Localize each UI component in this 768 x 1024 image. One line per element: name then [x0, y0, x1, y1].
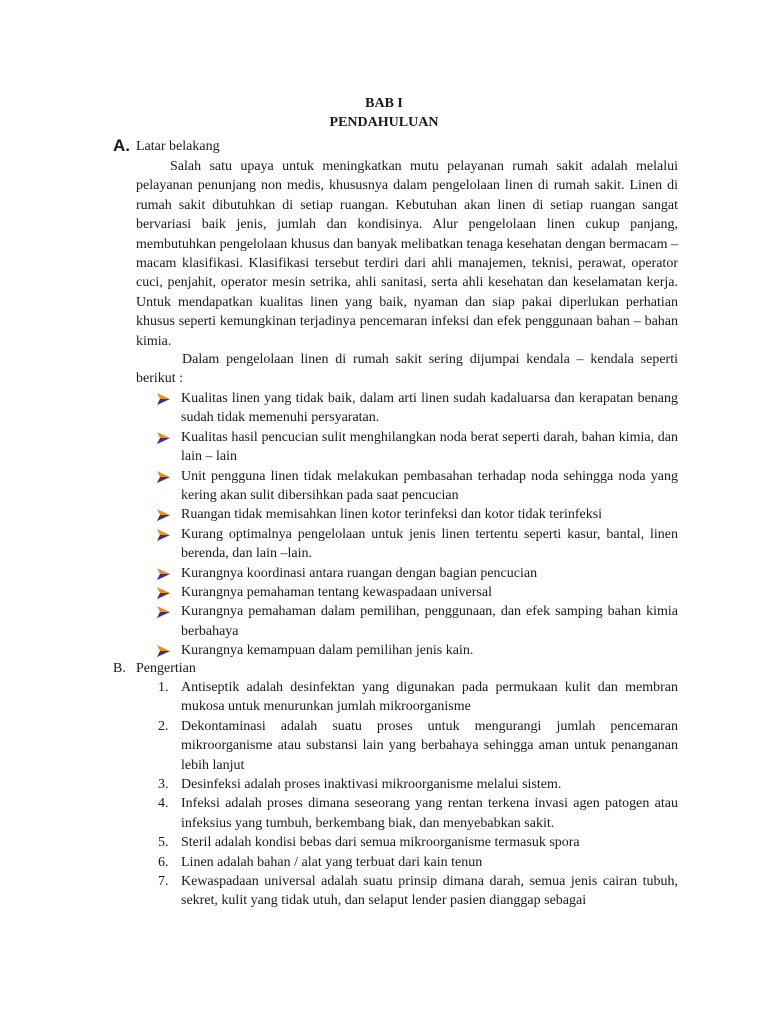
list-item	[156, 389, 678, 428]
item-number: 5.	[158, 835, 169, 851]
item-number: 1.	[158, 680, 169, 695]
bullet-text: Kualitas linen yang tidak baik, dalam arti linen sudah kadaluarsa dan kerapatan benang sudah tidak memenuhi persyaratan.	[181, 391, 678, 426]
bullet-text: Kurangnya koordinasi antara ruangan dengan bagian pencucian	[181, 565, 538, 581]
definitions-numbered-list	[136, 678, 678, 911]
item-number: 4.	[158, 796, 169, 812]
list-item	[136, 775, 678, 794]
list-item	[136, 872, 678, 911]
constraints-intro-paragraph: Dalam pengelolaan linen di rumah sakit sering dijumpai kendala – kendala seperti berikut :	[136, 352, 678, 387]
bullet-text: Kualitas hasil pencucian sulit menghilangkan noda berat seperti darah, bahan kimia, dan lain – lain	[181, 429, 678, 465]
item-number: 3.	[158, 777, 169, 793]
list-item	[136, 833, 678, 852]
section-b-letter: B.	[113, 661, 126, 676]
definition-text: Desinfeksi adalah proses inaktivasi mikroorganisme melalui sistem.	[181, 777, 562, 793]
list-item	[156, 564, 678, 583]
constraints-bullet-list	[156, 389, 678, 661]
section-a-heading: Latar belakang	[136, 139, 220, 154]
definition-text: Linen adalah bahan / alat yang terbuat dari kain tenun	[181, 854, 483, 870]
orange-arrow-bullet-icon	[157, 606, 170, 618]
definition-text: Kewaspadaan universal adalah suatu prinsip dimana darah, semua jenis cairan tubuh, sekret, kulit yang tidak utuh, dan selaput lender pasien dianggap sebagai	[181, 874, 678, 909]
list-item	[156, 467, 678, 506]
orange-arrow-bullet-icon	[157, 393, 170, 405]
definition-text: Dekontaminasi adalah suatu proses untuk mengurangi jumlah pencemaran mikroorganisme atau substansi lain yang berbahaya sehingga aman untuk penanganan lebih lanjut	[181, 718, 678, 773]
item-number: 6.	[158, 854, 169, 870]
item-number: 2.	[158, 718, 169, 734]
orange-arrow-bullet-icon	[157, 645, 170, 657]
chapter-label: BAB I	[365, 96, 403, 111]
orange-arrow-bullet-icon	[157, 471, 170, 483]
bullet-text: Kurangnya kemampuan dalam pemilihan jenis kain.	[181, 643, 474, 659]
list-item	[156, 602, 678, 641]
orange-arrow-bullet-icon	[157, 432, 170, 444]
list-item	[136, 853, 678, 872]
list-item	[136, 717, 678, 775]
background-paragraph: Salah satu upaya untuk meningkatkan mutu pelayanan rumah sakit adalah melalui pelayanan penunjang non medis, khususnya dalam pengelolaan linen di rumah sakit. Linen di rumah sakit dibutuhkan di setiap ruangan. Kebutuhan akan linen di setiap ruangan sangat bervariasi baik jenis, jumlah dan kondisinya. Alur pengelolaan linen cukup panjang, membutuhkan pengelolaan khusus dan banyak melibatkan tenaga kesehatan dengan bermacam – macam klasifikasi. Klasifikasi tersebut terdiri dari ahli manajemen, teknisi, perawat, operator cuci, penjahit, operator mesin setrika, ahli sanitasi, serta ahli kesehatan dan keselamatan kerja. Untuk mendapatkan kualitas linen yang baik, nyaman dan siap pakai diperlukan perhatian khusus seperti kemungkinan terjadinya pencemaran infeksi dan efek penggunaan bahan – bahan kimia.	[136, 159, 678, 349]
orange-arrow-bullet-icon	[157, 529, 170, 541]
list-item	[156, 428, 678, 467]
bullet-text: Kurang optimalnya pengelolaan untuk jenis linen tertentu seperti kasur, bantal, linen berenda, dan lain –lain.	[181, 526, 678, 562]
list-item	[136, 678, 678, 717]
list-item	[156, 641, 678, 660]
chapter-title: PENDAHULUAN	[329, 115, 439, 130]
orange-arrow-bullet-icon	[157, 587, 170, 599]
orange-arrow-bullet-icon	[157, 509, 170, 521]
definition-text: Infeksi adalah proses dimana seseorang yang rentan terkena invasi agen patogen atau infeksius yang tumbuh, berkembang biak, dan menyebabkan sakit.	[181, 796, 678, 831]
list-item	[136, 794, 678, 833]
list-item	[156, 583, 678, 602]
section-b-heading: Pengertian	[136, 661, 196, 676]
item-number: 7.	[158, 874, 169, 890]
list-item	[156, 505, 678, 524]
orange-arrow-bullet-icon	[157, 568, 170, 580]
bullet-text: Unit pengguna linen tidak melakukan pembasahan terhadap noda sehingga noda yang kering akan sulit dibersihkan pada saat pencucian	[181, 468, 678, 504]
bullet-text: Kurangnya pemahaman tentang kewaspadaan universal	[181, 585, 492, 601]
definition-text: Steril adalah kondisi bebas dari semua mikroorganisme termasuk spora	[181, 835, 580, 851]
section-a-letter: A.	[113, 136, 130, 155]
bullet-text: Ruangan tidak memisahkan linen kotor terinfeksi dan kotor tidak terinfeksi	[181, 507, 603, 523]
bullet-text: Kurangnya pemahaman dalam pemilihan, penggunaan, dan efek samping bahan kimia berbahaya	[181, 604, 678, 639]
list-item	[156, 525, 678, 564]
definition-text: Antiseptik adalah desinfektan yang digunakan pada permukaan kulit dan membran mukosa untuk menurunkan jumlah mikroorganisme	[181, 680, 678, 715]
